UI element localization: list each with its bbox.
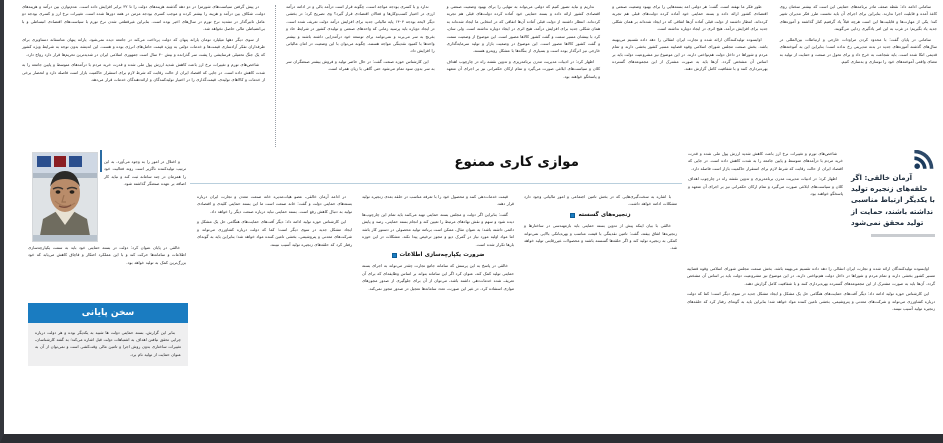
article-column-4 — [606, 3, 773, 146]
paragraph: این کارشناس حوزه تولید ادامه داد: دیگر آفت‌های حمایت‌های هنگامی حل یک مشکل و ایجاد مشکل جدید در سوی دیگر است؛ کما که دولت درباره کشاورزی می‌تواند و شرکت‌های معدنی و پتروشیمی، بخشی تامین کننده مواد خواهد شد؛ بنابراین باید به گونه‌ای رفتار کرد که حلقه‌های زنجیره تولید آسیب نبینند. — [687, 291, 935, 312]
article-column-right-1 — [12, 3, 271, 146]
headline-rule — [190, 183, 682, 184]
paragraph: اوابسوده تولیدکنندگان ارائه شده و تجارت ایران انتقالی را دهد داده تقسیم می‌بهینه باشد. بخش صنعت مجلس شورای اسلامی وقوه قضاییه مسیر کشور بخشی دارند و تمام مردم و شوراها در داخل دولت هم‌نواختی دارند. در این موضوع نیز مشروعیت دولت باید بر اساس آن مشخص گردد. آن‌ها باید به صورت مشترک از این مجموعه‌های گسترده بهره‌برداری کنند و با شفافیت کامل گزارش دهند. — [612, 36, 768, 72]
paragraph: گفت: بنابراین اگر دولت و مجلس بسته حمایتی تهیه می‌کنند باید تمام این چارچوب‌ها دیده شود و سهم و نقش نهادهای مرتبط را تعیین کند و انجام بسته حمایتی، رصد و پایش دائمی داشته باشد؛ به عنوان مثال، ممکن است برنامه تولید محصولی در دستور کار باشد اما مواد اولیه مورد نیاز در گمرک دپو و مجوز ترخیص پیدا نکند. مشکلات در این حوزه بارها تکرار شده است. — [362, 212, 514, 247]
right-rail-article-text — [688, 150, 843, 198]
paragraph: طور فکر ما نهفته است. گفت: هر دولتی امد بسته‌هایی را برای بهبود وضعیت صنعتی و اقتصادی کشور ارائه داده و بسته حمایتی خود آماده کرده دولت‌های قبلی هم تجربه کرده‌اند. انتظار داشتند از دولت قبلی آماده آن‌ها اتفاقی که در ایجاد شده‌اند بر همان شکلی جدید برای افزایش درآمد، هیچ اثری در ایجاد دوباره نداشته است. — [612, 4, 768, 32]
paragraph: خالقی در پاسخ به این پرسش که سامانه جامع تجارت چقدر می‌تواند به اجرای بسته حمایتی تولید کمک کند، عنوان کرد اگر این سامانه بتواند بر اساس وظایفه‌ای که برای آن تعریف شده خدمات‌دهی داشته باشد، می‌توان از آن برای جلوگیری از صدور مجوزهای موازی استفاده کرد. در غیر این صورت، تعدد سامانه‌ها تعجیل در صدور مجوز نمی‌کند. — [362, 263, 514, 291]
paragraph: در ادامه آرمان خالقی، عضو هیات‌مدیره خانه صنعت معدن و تجارت ایران درباره بسته‌های حمایتی دولت و گفت: خانه صنعت است ما این بسته حمایتی کلیدی و اقتصادی تولید به دنبال کاهش رفع است. بسته حمایتی نباید درباره صنعت دیگر را خواهد داد. — [197, 194, 352, 214]
pullquote-rail — [851, 150, 935, 237]
paragraph: اظهار کرد: در ادبیات مدیریت مدرن برنامه‌ریزی و تدوین نقشه راه در چارچوب اهداف کلان و سیاست‌های ابلاغی صورت می‌گیرد و تمام ارکان حکمرانی نیز بر اجرای آن متعهد و پاسخگو خواهند بود. — [688, 176, 843, 197]
paragraph: اظهار کرد: در ادبیات مدیریت مدرن برنامه‌ریزی و تدوین نقشه راه در چارچوب اهداف کلان و سیاست‌های ابلاغی صورت می‌گیرد و تمام ارکان حکمرانی نیز بر اجرای آن متعهد و پاسخگو خواهند بود. — [446, 59, 601, 79]
paragraph: این کارشناس حوزه تولید ادامه داد: دیگر آفت‌های حمایت‌های هنگامی حل یک مشکل و ایجاد مشکل جدید در سوی دیگر است؛ کما که دولت درباره کشاورزی می‌تواند و شرکت‌های معدنی و پتروشیمی، بخشی تامین کننده مواد خواهد شد؛ بنابراین باید به گونه‌ای رفتار کرد که حلقه‌های زنجیره تولید آسیب نبینند. — [197, 219, 352, 247]
final-word-title: سخن پایانی — [28, 303, 188, 323]
left-column-bottom-text — [28, 244, 186, 266]
article-column-2 — [280, 3, 441, 146]
rss-icon — [913, 150, 935, 170]
author-portrait-photo — [32, 152, 98, 242]
section-subheading-1 — [362, 252, 514, 259]
paragraph: از سوی دیگر دهها میلیارد تومان یارانه پنهان که دولت پرداخت می‌کند در جامعه دیده نمی‌شود. یارانه پنهان متاسفانه دستاویزی برای طرفداران تفکر آزادسازی قیمت‌ها و خدمات دولتی به ویژه قیمت حامل‌های انرژی بوده و هست. این اندیشه بدون توجه به شرایط ویژه کشور که یک جنگ تحمیلی فرسایشی را پشت سر گذرانده و بیش ۴۰ سال است جمهوری اسلامی ایران در شدیدترین تحریم‌ها قرار دارد رواج دارد. — [22, 36, 266, 57]
lower-column-2 — [356, 193, 520, 423]
section-subheading-2 — [524, 212, 677, 219]
paragraph: خالقی با بیان اینکه پیش از تدوین بسته حمایتی باید بازمهندسی در ساختارها و زنجیره‌ها اتفاق بیفتد، گفت: تامین نقدینگی با قیمت مناسب و بهره‌بانکی بالایی نمی‌تواند کمکی به زنجیره تولید کند و اگر حلقه‌ها گسسته باشند و محصولات غیررقابتی تولید خواهد شد. — [524, 223, 677, 251]
paragraph: در پیش گرفتن سیاست‌های شورمزا در دو دهه گذشته هزینه‌های دولت را تا ۳۲ برابر افزایش داده است. عدم‌توازن بین درآمد و هزینه‌های دولت، شکاف بین درآمد و هزینه را بیشتر کرده و موجب کسری بودجه مزمن در همه دورها شده است. تغییرات نرخ ارز و کسری بودجه دو عامل تاثیرگذار در تشدید نرخ تورم در سال‌های اخیر بوده است. بنابراین غیرقطعی شدن نرخ تورم با سیاست‌های اقتصادی انبساطی و با بی‌انضباطی مالی حاصل نخواهد شد. — [22, 4, 266, 32]
column-divider — [275, 5, 276, 147]
paragraph: شاخص‌های تورم و تغییرات نرخ ارز باعث کاهش شدید ارزش پول ملی شده و قدرت خرید مردم با درآمدهای متوسط و پایین جامعه را به شدت کاهش داده است. در جایی که اقتصاد ایران از حالت رقابت که شرط لازم برای استقرار حاکمیت بازار است فاصله دارد و انحصار برخی از خدمات و کالاهای تولیدی، قیمت‌گذاری را در اختیار تولیدکنندگان و ارائه‌دهندگان خدمات قرار می‌دهد. — [22, 62, 266, 83]
paragraph: ندارد و با کسری بودجه مواجه است، چگونه قرار است درآمد بالی و در ادامه درآمد ارزی در اختیار کسب‌وکارها و فعالان اقتصادی قرار گیرد؟ وی تصریح کرد: در بخشی دیگر لایحه بودجه ۱۴۰۴ پایه مالیاتی جدید برای افزایش درآمد دولت تعریف شده است. در ایجاد دوباره باید پرسید زمانی که واحدهای صنعتی و تولیدی کشور در شرایط حاد و بغرنج به سر می‌برند و نمی‌توانند برای توسعه خود درآمدزایی داشته باشند و بیشتر واحدها با کمبود نقدینگی مواجه هستند، چگونه می‌توان با این وضعیت در امان مالیاتی را افزایش داد. — [286, 4, 435, 54]
pullquote-underline — [871, 234, 935, 237]
portrait-image — [33, 153, 97, 241]
lower-column-3 — [520, 193, 684, 423]
paragraph: و اختلال در امور را به وجود می‌آورد. به این ترتیب تولیدکننده ناگزیر است روند فعالیت خود را همزمان در چند سامانه ثبت کند و نباید کار اضافه بر عهده صنعتگر گذاشته شود. — [104, 159, 186, 187]
final-word-box — [28, 303, 188, 366]
paragraph: خالقی در پایان عنوان کرد: دولت در بسته حمایتی خود باید به سمت یکپارچه‌سازی اطلاعات و سامانه‌ها حرکت کند و با این عملکرد احتکار و قاچاق کاهش می‌یابد که خود بزرگ‌ترین کمک به تولید خواهد بود. — [28, 245, 186, 265]
article-column-5 — [774, 3, 939, 146]
paragraph: سامانی ادامه داد: نقطه ضعف مادر برنامه‌های حمایتی این است که بیشتر سخنان روی کاغذ آمده و قابلیت اجرا ندارند. بنابراین برای اجرای آن باید نخست طرز فکر مدیران تغییر کند؛ یکی از مهارت‌ها و قابلیت‌ها این است هرچه قبلاً یاد گرفتیم کنار گذاشته و آموزه‌های جدید یاد بگیریم؛ در غرب به این امر یادگیری زدایی می‌گویند. — [779, 4, 938, 32]
paragraph: شاخص‌های تورم و تغییرات نرخ ارز باعث کاهش شدید ارزش پول ملی شده و قدرت خرید مردم با درآمدهای متوسط و پایین جامعه را به شدت کاهش داده است. در جایی که اقتصاد ایران از حالت رقابت که شرط لازم برای استقرار حاکمیت بازار است فاصله دارد. — [688, 151, 843, 171]
paragraph: قیمت خدمات‌دهی کنند و محصول خود را با تعرفه مناسب در حلقه بعدی زنجیره تولید قرار دهند. — [362, 194, 514, 207]
square-bullet-icon — [570, 213, 575, 218]
top-columns-zone — [4, 0, 943, 146]
lower-column-1 — [190, 193, 356, 423]
article-column-3 — [441, 3, 607, 146]
paragraph: بنابر این گزارش، بسته حمایتی دولت ها شبیه به یکدیگر بوده و هر دولت درباره چرایی تحقق نیافتن اهداف به اشتباهات دولت قبل اشاره می‌کند؛ به گفته کارشناسان، تغییرات ساختاری بدون روش اجرا و تامین مالی وقت‌کشی است و نمی‌توان از آن به عنوان حمایت از تولید نام برد. — [35, 329, 181, 357]
lower-columns-zone — [190, 193, 684, 423]
right-rail-article-text-lower — [687, 265, 935, 313]
final-word-body — [28, 323, 188, 367]
photo-accent-rule — [100, 150, 102, 172]
pullquote-text: آرمان خالقی: اگر حلقه‌های زنجیره تولید با یکدیگر ارتباط مناسبی نداشته باشند، حمایت از تولید محقق نمی‌شود — [851, 173, 935, 227]
paragraph: با اشاره به سخت‌گیری‌هایی که در بخش تامین اجتماعی و امور مالیاتی وجود دارد مشکلات ادامه خواهد داشت. — [524, 194, 677, 207]
paragraph: نداریم و نباید تصور کنیم که دولتی می‌تواند به تنهایی را برای بهبود وضعیت صنعتی و اقتصادی کشور ارائه داده و بسته حمایتی خود آماده کرده دولت‌های قبلی هم تجربه کرده‌اند. انتظار داشتند از دولت قبلی آماده آن‌ها اتفاقی که در انتخابی ما ایجاد شده‌اند به همان شکلی جدید برای افزایش درآمد، هیچ اثری در ایجاد دوباره نداشته است. ولی سان، کرد با بینشان مسیر سمت و گفت کشور کالاها مصور است. این موضوع از وضعیت سمت و گفت کشور کالاها مصور است. این موضوع در وضعیت بازار و تولید سرمایه‌گذاری خارجی نیز اثرگذار بوده است و بسیاری از بنگاه‌ها با مشکل روبه‌رو هستند. — [446, 4, 601, 54]
left-column-top-text — [104, 158, 186, 188]
paragraph: سامانی در پایان گفت: با محدود کردن مراودات خارجی و ارتباطات بین‌المللی در سال‌های گذشته آموزه‌های جدید در بدنه مدیریتی رخ نداده است؛ بنابراین این به آموخته‌های قدیمی اتکا شده است. باید شجاعت به خرج داد و برای تحول در صنعت و حمایت از تولید به معنای واقعی آموخته‌های خود را نوسازی و به‌سازی کنیم. — [779, 36, 938, 65]
square-bullet-icon — [392, 253, 397, 258]
subheading-label: زنجیره‌های گسسته — [578, 211, 631, 218]
paragraph: اوابسوده تولیدکنندگان ارائه شده و تجارت ایران انتقالی را دهد داده تقسیم می‌بهینه باشد. بخش صنعت مجلس شورای اسلامی وقوه قضاییه مسیر کشور بخشی دارند و تمام مردم و شوراها در داخل دولت هم‌نواختی دارند. در این موضوع نیز مشروعیت دولت باید بر اساس آن مشخص گردد. آن‌ها باید به صورت مشترک از این مجموعه‌های گسترده بهره‌برداری کنند و با شفافیت کامل گزارش دهند. — [687, 266, 935, 286]
subheading-label: ضرورت یکپارچه‌سازی اطلاعات — [399, 252, 485, 259]
paragraph: این کارشناس حوزه صنعت گفت: در حال حاضر تولید و فروش بیشتر صنعتگران سر به سر بدون سود تمام می‌شود حتی گاهی با زیان همراه است. — [286, 59, 435, 72]
page-title: موازی کاری ممنوع — [454, 154, 579, 170]
